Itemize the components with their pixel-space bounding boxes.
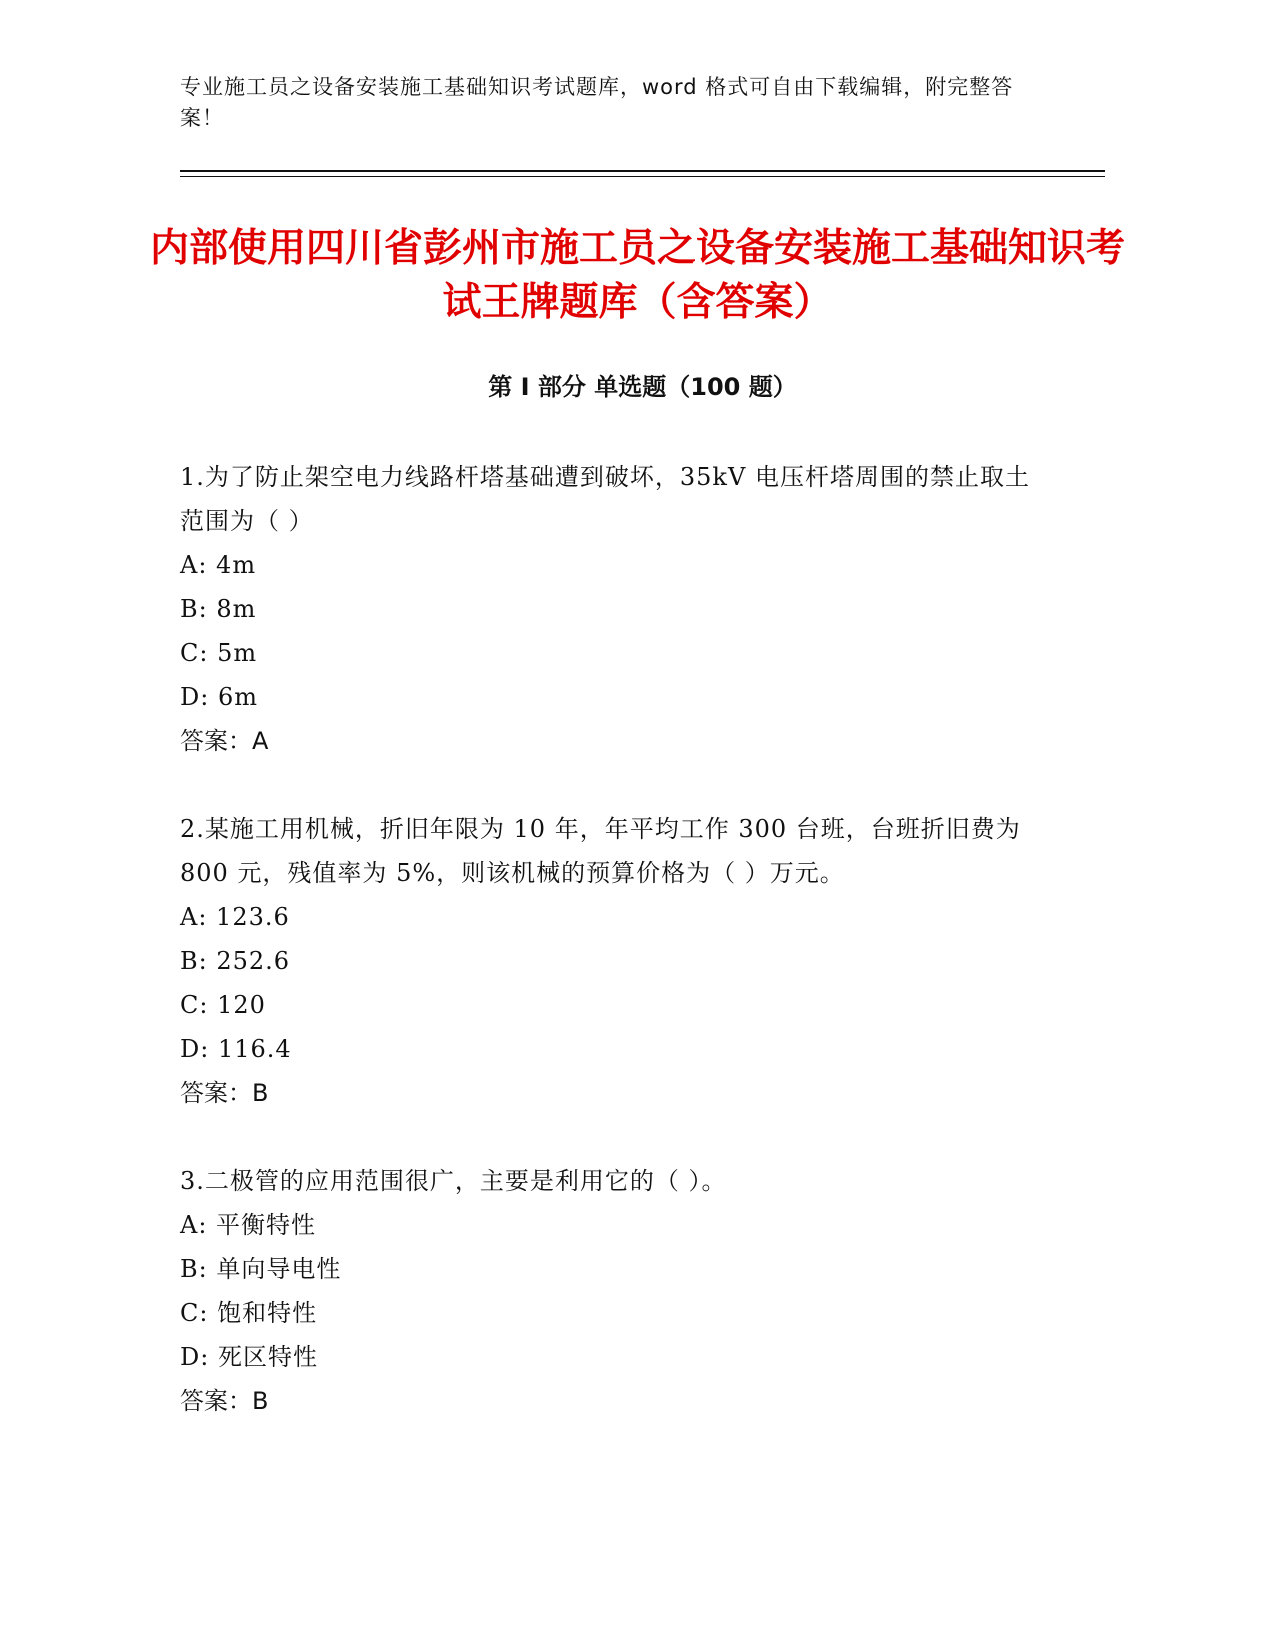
- answer: 答案：B: [180, 1079, 269, 1107]
- document-title: 内部使用四川省彭州市施工员之设备安装施工基础知识考试王牌题库（含答案）: [150, 226, 1126, 325]
- option-b: B: 252.6: [180, 947, 291, 975]
- option-d: D: 死区特性: [180, 1343, 318, 1371]
- answer: 答案：A: [180, 727, 269, 755]
- option-c: C: 5m: [180, 639, 258, 667]
- question-3: [180, 1159, 1040, 1423]
- option-b: B: 单向导电性: [180, 1255, 342, 1283]
- question-text: 1.为了防止架空电力线路杆塔基础遭到破坏，35kV 电压杆塔周围的禁止取土范围为（ ）: [180, 463, 1030, 535]
- option-c: C: 120: [180, 991, 266, 1019]
- option-b: B: 8m: [180, 595, 257, 623]
- header-note: 专业施工员之设备安装施工基础知识考试题库，word 格式可自由下载编辑，附完整答案！: [180, 75, 1014, 130]
- question-2: [180, 807, 1040, 1115]
- option-a: A: 4m: [180, 551, 257, 579]
- answer: 答案：B: [180, 1387, 269, 1415]
- option-d: D: 116.4: [180, 1035, 292, 1063]
- section-title: 第 I 部分 单选题（100 题）: [488, 373, 797, 401]
- option-a: A: 平衡特性: [180, 1211, 317, 1239]
- option-a: A: 123.6: [180, 903, 290, 931]
- option-d: D: 6m: [180, 683, 258, 711]
- question-text: 3.二极管的应用范围很广，主要是利用它的（ ）。: [180, 1167, 727, 1195]
- question-text: 2.某施工用机械，折旧年限为 10 年，年平均工作 300 台班，台班折旧费为 800 元，残值率为 5%，则该机械的预算价格为（ ）万元。: [180, 815, 1021, 887]
- header-divider-thick: [180, 170, 1105, 172]
- question-list: [180, 455, 1040, 1467]
- question-1: [180, 455, 1040, 763]
- option-c: C: 饱和特性: [180, 1299, 318, 1327]
- header-divider-thin: [180, 176, 1105, 177]
